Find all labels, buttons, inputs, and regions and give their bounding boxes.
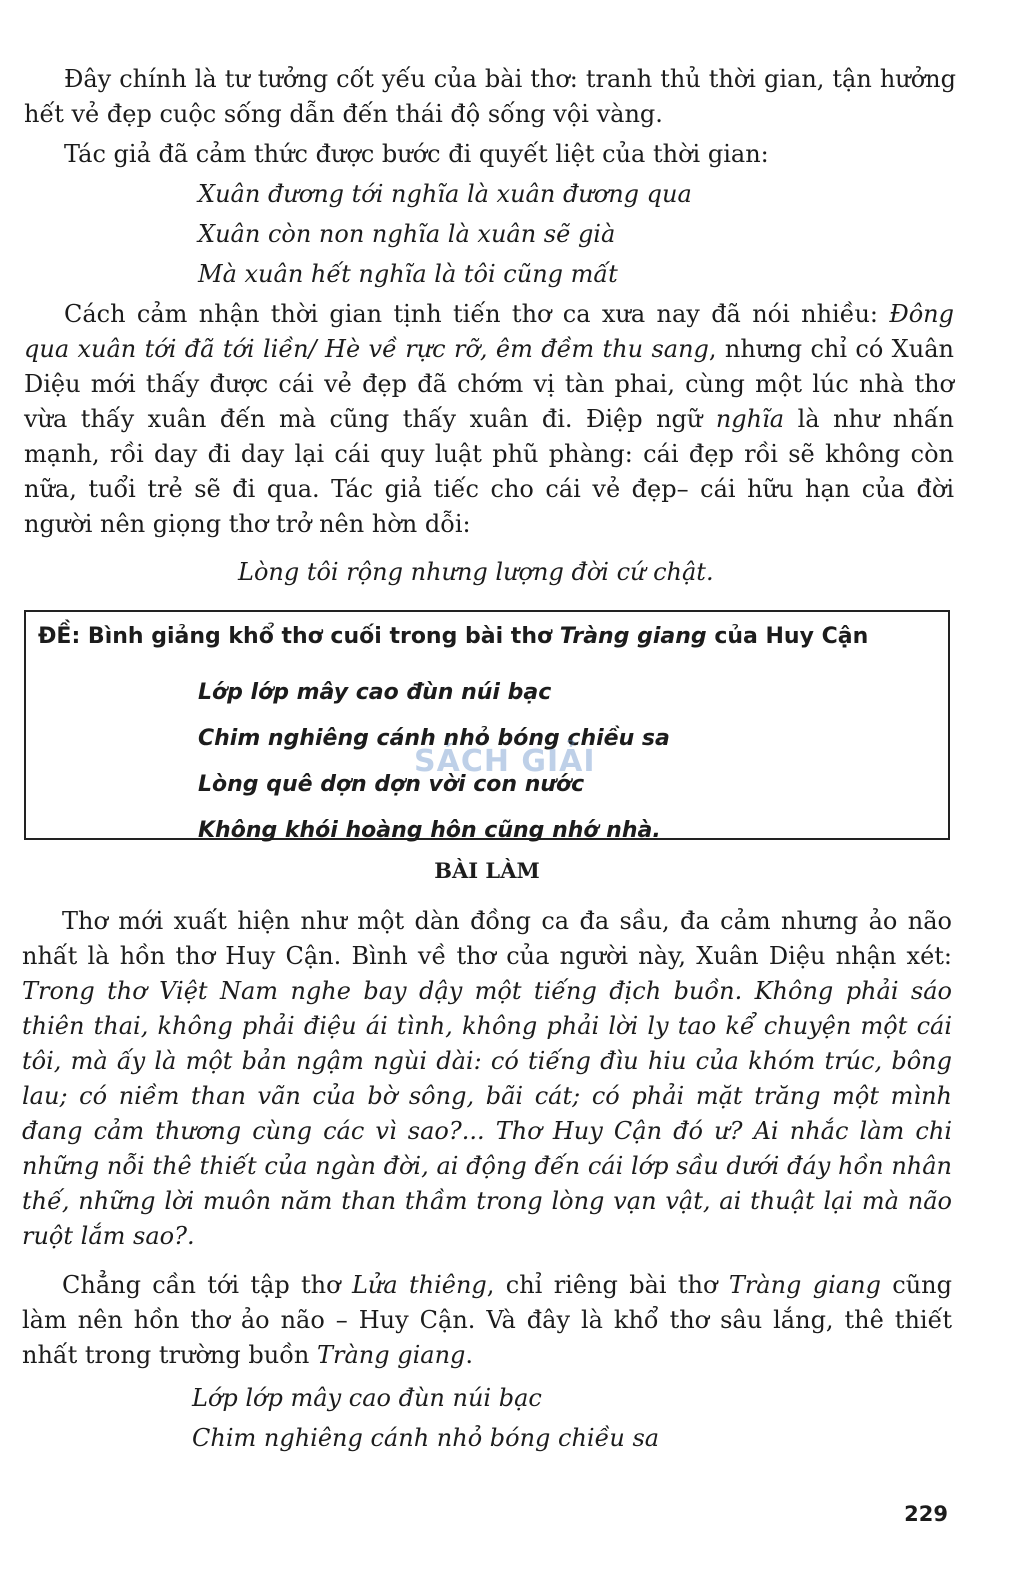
verse-line: Lòng quê dợn dợn vời con nước: [198, 772, 585, 797]
text-run: Cách cảm nhận thời gian tịnh tiến thơ ca xưa nay đã nói nhiều:: [64, 300, 890, 328]
text-run: cũng làm nên hồn thơ ảo não – Huy Cận. Và đây là khổ thơ sâu lắng, thê thiết nhất trong trường buồn: [22, 1271, 953, 1369]
text-run: Chẳng cần tới tập thơ: [62, 1271, 352, 1299]
poem-title: Tràng giang: [728, 1271, 881, 1299]
text-run: của Huy Cận: [706, 624, 869, 649]
quoted-verse: Đông qua xuân tới đã tới liền/ Hè về rực rỡ, êm đềm thu sang: [24, 300, 954, 363]
section-heading: BÀI LÀM: [434, 858, 540, 883]
essay-paragraph-2: [22, 1268, 952, 1373]
text-run: ĐỀ: Bình giảng khổ thơ cuối trong bài thơ: [38, 624, 560, 649]
exercise-box: [24, 610, 950, 843]
verse-line: Lòng tôi rộng nhưng lượng đời cứ chật.: [238, 558, 714, 586]
verse-block-1: [198, 174, 692, 294]
verse-line: Xuân còn non nghĩa là xuân sẽ già: [198, 220, 616, 248]
verse-line: Mà xuân hết nghĩa là tôi cũng mất: [198, 260, 618, 288]
verse-line: Không khói hoàng hôn cũng nhớ nhà.: [198, 818, 661, 843]
poem-title: Tràng giang: [316, 1341, 466, 1369]
verse-line: Lớp lớp mây cao đùn núi bạc: [192, 1384, 542, 1412]
analysis-paragraph: [24, 297, 954, 542]
time-paragraph: Tác giả đã cảm thức được bước đi quyết liệt của thời gian:: [64, 140, 769, 168]
quotation: Trong thơ Việt Nam nghe bay dậy một tiếng địch buồn. Không phải sáo thiên thai, không phải điệu ái tình, không phải lời ly tao kể chuyện một cái tôi, mà ấy là một bản ngậm ngùi dài: có tiếng đìu hiu của khóm trúc, bông lau; có niềm than vãn của bờ sông, bãi cát; có phải mặt trăng một mình đang cảm thương cùng các vì sao?... Thơ Huy Cận đó ư? Ai nhắc làm chi những nỗi thê thiết của ngàn đời, ai động đến cái lớp sầu dưới đáy hồn nhân thế, những lời muôn năm than thầm trong lòng vạn vật, ai thuật lại mà não ruột lắm sao?.: [22, 977, 952, 1250]
text-run: Thơ mới xuất hiện như một dàn đồng ca đa sầu, đa cảm nhưng ảo não nhất là hồn thơ Huy Cận. Bình về thơ của người này, Xuân Diệu nhận xét:: [22, 907, 952, 970]
verse-line: Chim nghiêng cánh nhỏ bóng chiều sa: [198, 726, 670, 751]
verse-line: Chim nghiêng cánh nhỏ bóng chiều sa: [192, 1424, 660, 1452]
verse-line: Xuân đương tới nghĩa là xuân đương qua: [198, 180, 692, 208]
page-number: 229: [904, 1502, 948, 1526]
verse-block-2: [238, 552, 714, 592]
book-title: Lửa thiêng: [351, 1271, 487, 1299]
verse-line: Lớp lớp mây cao đùn núi bạc: [198, 680, 552, 705]
essay-paragraph-1: [22, 904, 952, 1254]
text-run: , nhưng chỉ có Xuân Diệu mới thấy được cái vẻ đẹp đã chớm vị tàn phai, cùng một lúc nhà thơ vừa thấy xuân đến mà cũng thấy xuân đi. Điệp ngữ: [24, 335, 954, 433]
watermark: SÁCH GIẢI: [414, 744, 596, 779]
text-run: , chỉ riêng bài thơ: [486, 1271, 729, 1299]
poem-title: Tràng giang: [559, 624, 707, 649]
intro-paragraph: Đây chính là tư tưởng cốt yếu của bài thơ: tranh thủ thời gian, tận hưởng hết vẻ đẹp cuộc sống dẫn đến thái độ sống vội vàng.: [24, 65, 956, 128]
exercise-title: [38, 624, 868, 649]
text-run: .: [465, 1341, 474, 1369]
verse-block-3: [192, 1378, 659, 1458]
quoted-word: nghĩa: [715, 405, 785, 433]
text-run: là như nhấn mạnh, rồi day đi day lại cái quy luật phũ phàng: cái đẹp rồi sẽ không còn nữa, tuổi trẻ sẽ đi qua. Tác giả tiếc cho cái vẻ đẹp– cái hữu hạn của đời người nên giọng thơ trở nên hờn dỗi:: [24, 405, 954, 538]
